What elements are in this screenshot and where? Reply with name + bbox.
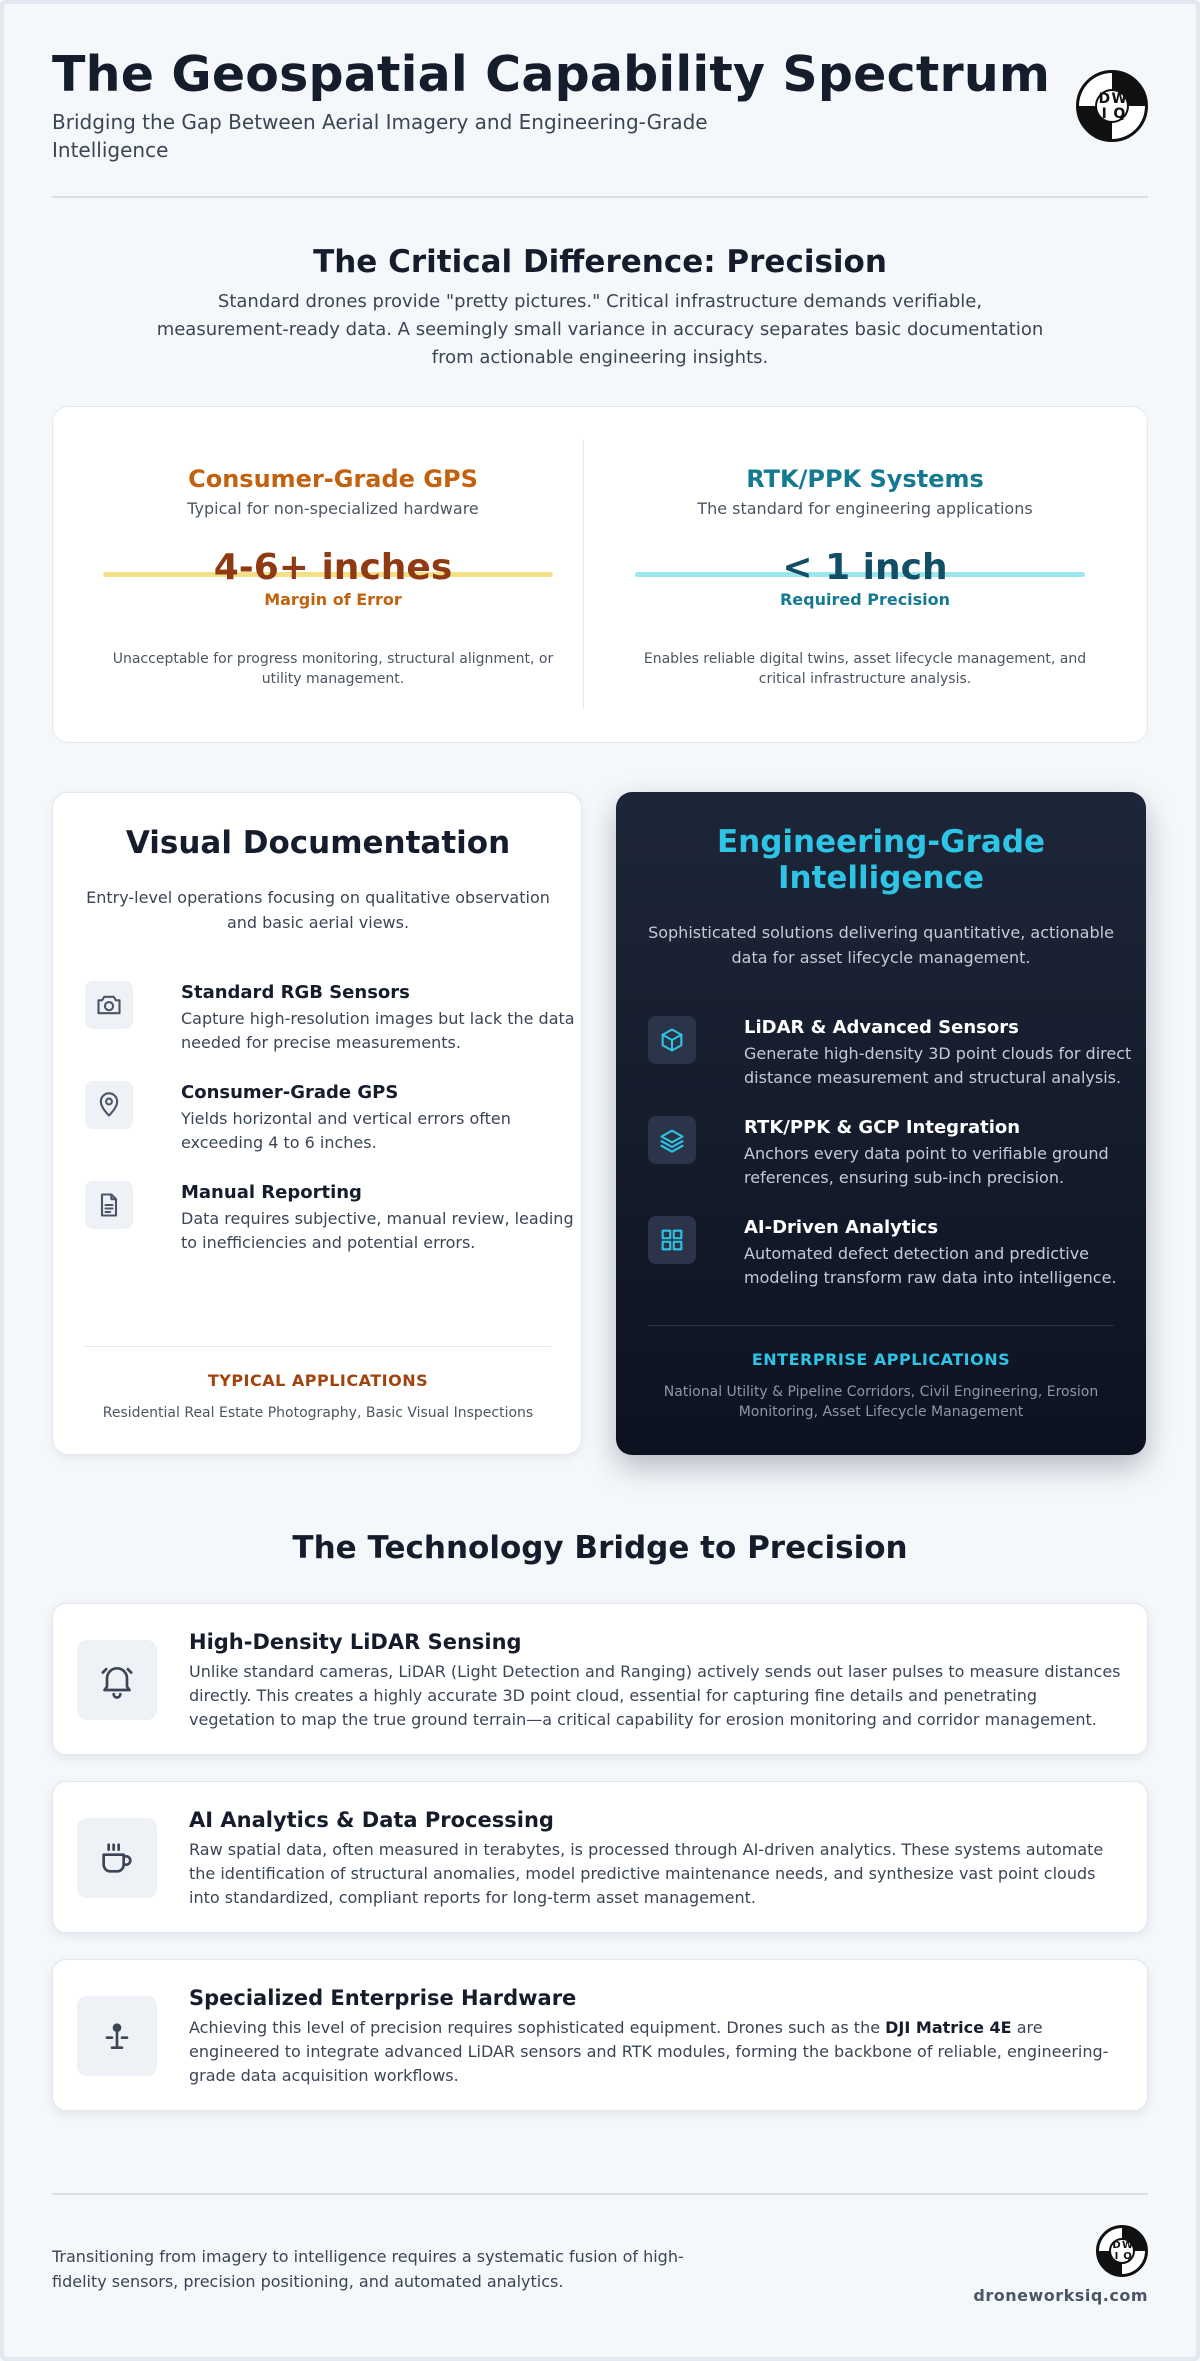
- visual-title: Visual Documentation: [125, 825, 511, 861]
- engineering-desc: Sophisticated solutions delivering quantitative, actionable data for asset lifecycle management.: [648, 923, 1114, 967]
- card-divider: [85, 1346, 551, 1347]
- page-subtitle: Bridging the Gap Between Aerial Imagery and Engineering-Grade Intelligence: [52, 110, 708, 162]
- page-title: The Geospatial Capability Spectrum: [52, 46, 1051, 103]
- feature-item: [85, 1181, 574, 1261]
- feature-title: Manual Reporting: [181, 1182, 362, 1203]
- feature-title: LiDAR & Advanced Sensors: [744, 1017, 1019, 1038]
- consumer-label: Margin of Error: [264, 590, 402, 609]
- consumer-sub: Typical for non-specialized hardware: [187, 499, 479, 518]
- map-pin-icon: [85, 1081, 133, 1129]
- bridge-item-title: Specialized Enterprise Hardware: [189, 1986, 577, 2010]
- rtk-sub: The standard for engineering applications: [697, 499, 1033, 518]
- precision-lead: Standard drones provide "pretty pictures." Critical infrastructure demands verifiable, measurement-ready data. A seemingly small variance in accuracy separates basic documentation from actionable engineering insights.: [156, 291, 1044, 368]
- bridge-item-title: AI Analytics & Data Processing: [189, 1808, 554, 1832]
- feature-desc: Capture high-resolution images but lack the data needed for precise measurements.: [181, 1009, 575, 1052]
- document-icon: [85, 1181, 133, 1229]
- feature-desc: Anchors every data point to verifiable ground references, ensuring sub-inch precision.: [744, 1144, 1109, 1187]
- coffee-cup-icon: [77, 1818, 157, 1898]
- feature-title: Consumer-Grade GPS: [181, 1082, 399, 1103]
- precision-comparison-card: [52, 406, 1148, 743]
- feature-item: [85, 1081, 555, 1161]
- feature-item: [648, 1116, 1118, 1196]
- visual-documentation-card: [52, 792, 582, 1455]
- comparison-divider: [583, 439, 584, 709]
- rtk-column: [635, 463, 1095, 689]
- feature-desc: Automated defect detection and predictive modeling transform raw data into intelligence.: [744, 1244, 1117, 1287]
- bridge-item-desc: Achieving this level of precision requires sophisticated equipment. Drones such as the DJI Matrice 4E are engineered to integrate advanced LiDAR sensors and RTK modules, forming the backbone of reliable, engineering-grade data acquisition workflows.: [189, 2018, 1109, 2085]
- feature-desc: Data requires subjective, manual review, leading to inefficiencies and potential errors.: [181, 1209, 574, 1252]
- consumer-note: Unacceptable for progress monitoring, structural alignment, or utility management.: [112, 651, 554, 687]
- bell-icon: [77, 1640, 157, 1720]
- consumer-heading: Consumer-Grade GPS: [188, 465, 478, 493]
- bridge-item-desc: Unlike standard cameras, LiDAR (Light Detection and Ranging) actively sends out laser pulses to measure distances directly. This creates a highly accurate 3D point cloud, essential for capturing fine details and penetrating vegetation to map the true ground terrain—a critical capability for erosion monitoring and corridor management.: [189, 1662, 1121, 1729]
- visual-desc: Entry-level operations focusing on qualitative observation and basic aerial views.: [86, 888, 550, 932]
- feature-item: [648, 1216, 1118, 1296]
- bridge-card: [52, 1603, 1148, 1755]
- rtk-heading: RTK/PPK Systems: [746, 465, 984, 493]
- apps-heading: ENTERPRISE APPLICATIONS: [751, 1350, 1011, 1369]
- header: [52, 44, 1148, 164]
- bridge-card: [52, 1959, 1148, 2111]
- feature-item: [85, 981, 575, 1061]
- engineering-grade-card: [616, 792, 1146, 1455]
- layers-icon: [648, 1116, 696, 1164]
- feature-desc: Yields horizontal and vertical errors often exceeding 4 to 6 inches.: [181, 1109, 511, 1152]
- footer-logo: D W I Q: [1096, 2225, 1148, 2277]
- apps-heading: TYPICAL APPLICATIONS: [207, 1371, 429, 1390]
- header-divider: [52, 196, 1148, 198]
- feature-title: AI-Driven Analytics: [744, 1217, 939, 1238]
- consumer-gps-column: [103, 463, 563, 689]
- cube-icon: [648, 1016, 696, 1064]
- feature-title: RTK/PPK & GCP Integration: [744, 1117, 1021, 1138]
- grid-icon: [648, 1216, 696, 1264]
- bridge-title: The Technology Bridge to Precision: [292, 1530, 908, 1566]
- bridge-card: [52, 1781, 1148, 1933]
- footer-url[interactable]: droneworksiq.com: [973, 2286, 1148, 2305]
- rtk-label: Required Precision: [779, 590, 951, 609]
- consumer-value: 4-6+ inches: [213, 547, 453, 588]
- bridge-item-desc: Raw spatial data, often measured in terabytes, is processed through AI-driven analytics. These systems automate the identification of structural anomalies, model predictive maintenance needs, and synthesize vast point clouds into standardized, compliant reports for long-term asset management.: [189, 1840, 1104, 1907]
- engineering-title: Engineering-Grade Intelligence: [716, 824, 1046, 896]
- camera-icon: [85, 981, 133, 1029]
- footer-divider: [52, 2193, 1148, 2195]
- feature-item: [648, 1016, 1132, 1096]
- feature-desc: Generate high-density 3D point clouds for direct distance measurement and structural analysis.: [744, 1044, 1132, 1087]
- brand-logo: D W I Q: [1076, 70, 1148, 142]
- footer-text: Transitioning from imagery to intelligence requires a systematic fusion of high-fidelity sensors, precision positioning, and automated analytics.: [52, 2247, 684, 2291]
- apps-text: Residential Real Estate Photography, Basic Visual Inspections: [102, 1405, 534, 1421]
- antenna-icon: [77, 1996, 157, 2076]
- card-divider: [648, 1325, 1114, 1326]
- rtk-value: < 1 inch: [782, 547, 948, 588]
- hardware-highlight: DJI Matrice 4E: [885, 2018, 1012, 2037]
- feature-title: Standard RGB Sensors: [181, 982, 410, 1003]
- bridge-item-title: High-Density LiDAR Sensing: [189, 1630, 522, 1654]
- precision-title: The Critical Difference: Precision: [313, 244, 887, 280]
- apps-text: National Utility & Pipeline Corridors, Civil Engineering, Erosion Monitoring, Asset Lifecycle Management: [663, 1384, 1099, 1420]
- rtk-note: Enables reliable digital twins, asset lifecycle management, and critical infrastructure analysis.: [643, 651, 1087, 687]
